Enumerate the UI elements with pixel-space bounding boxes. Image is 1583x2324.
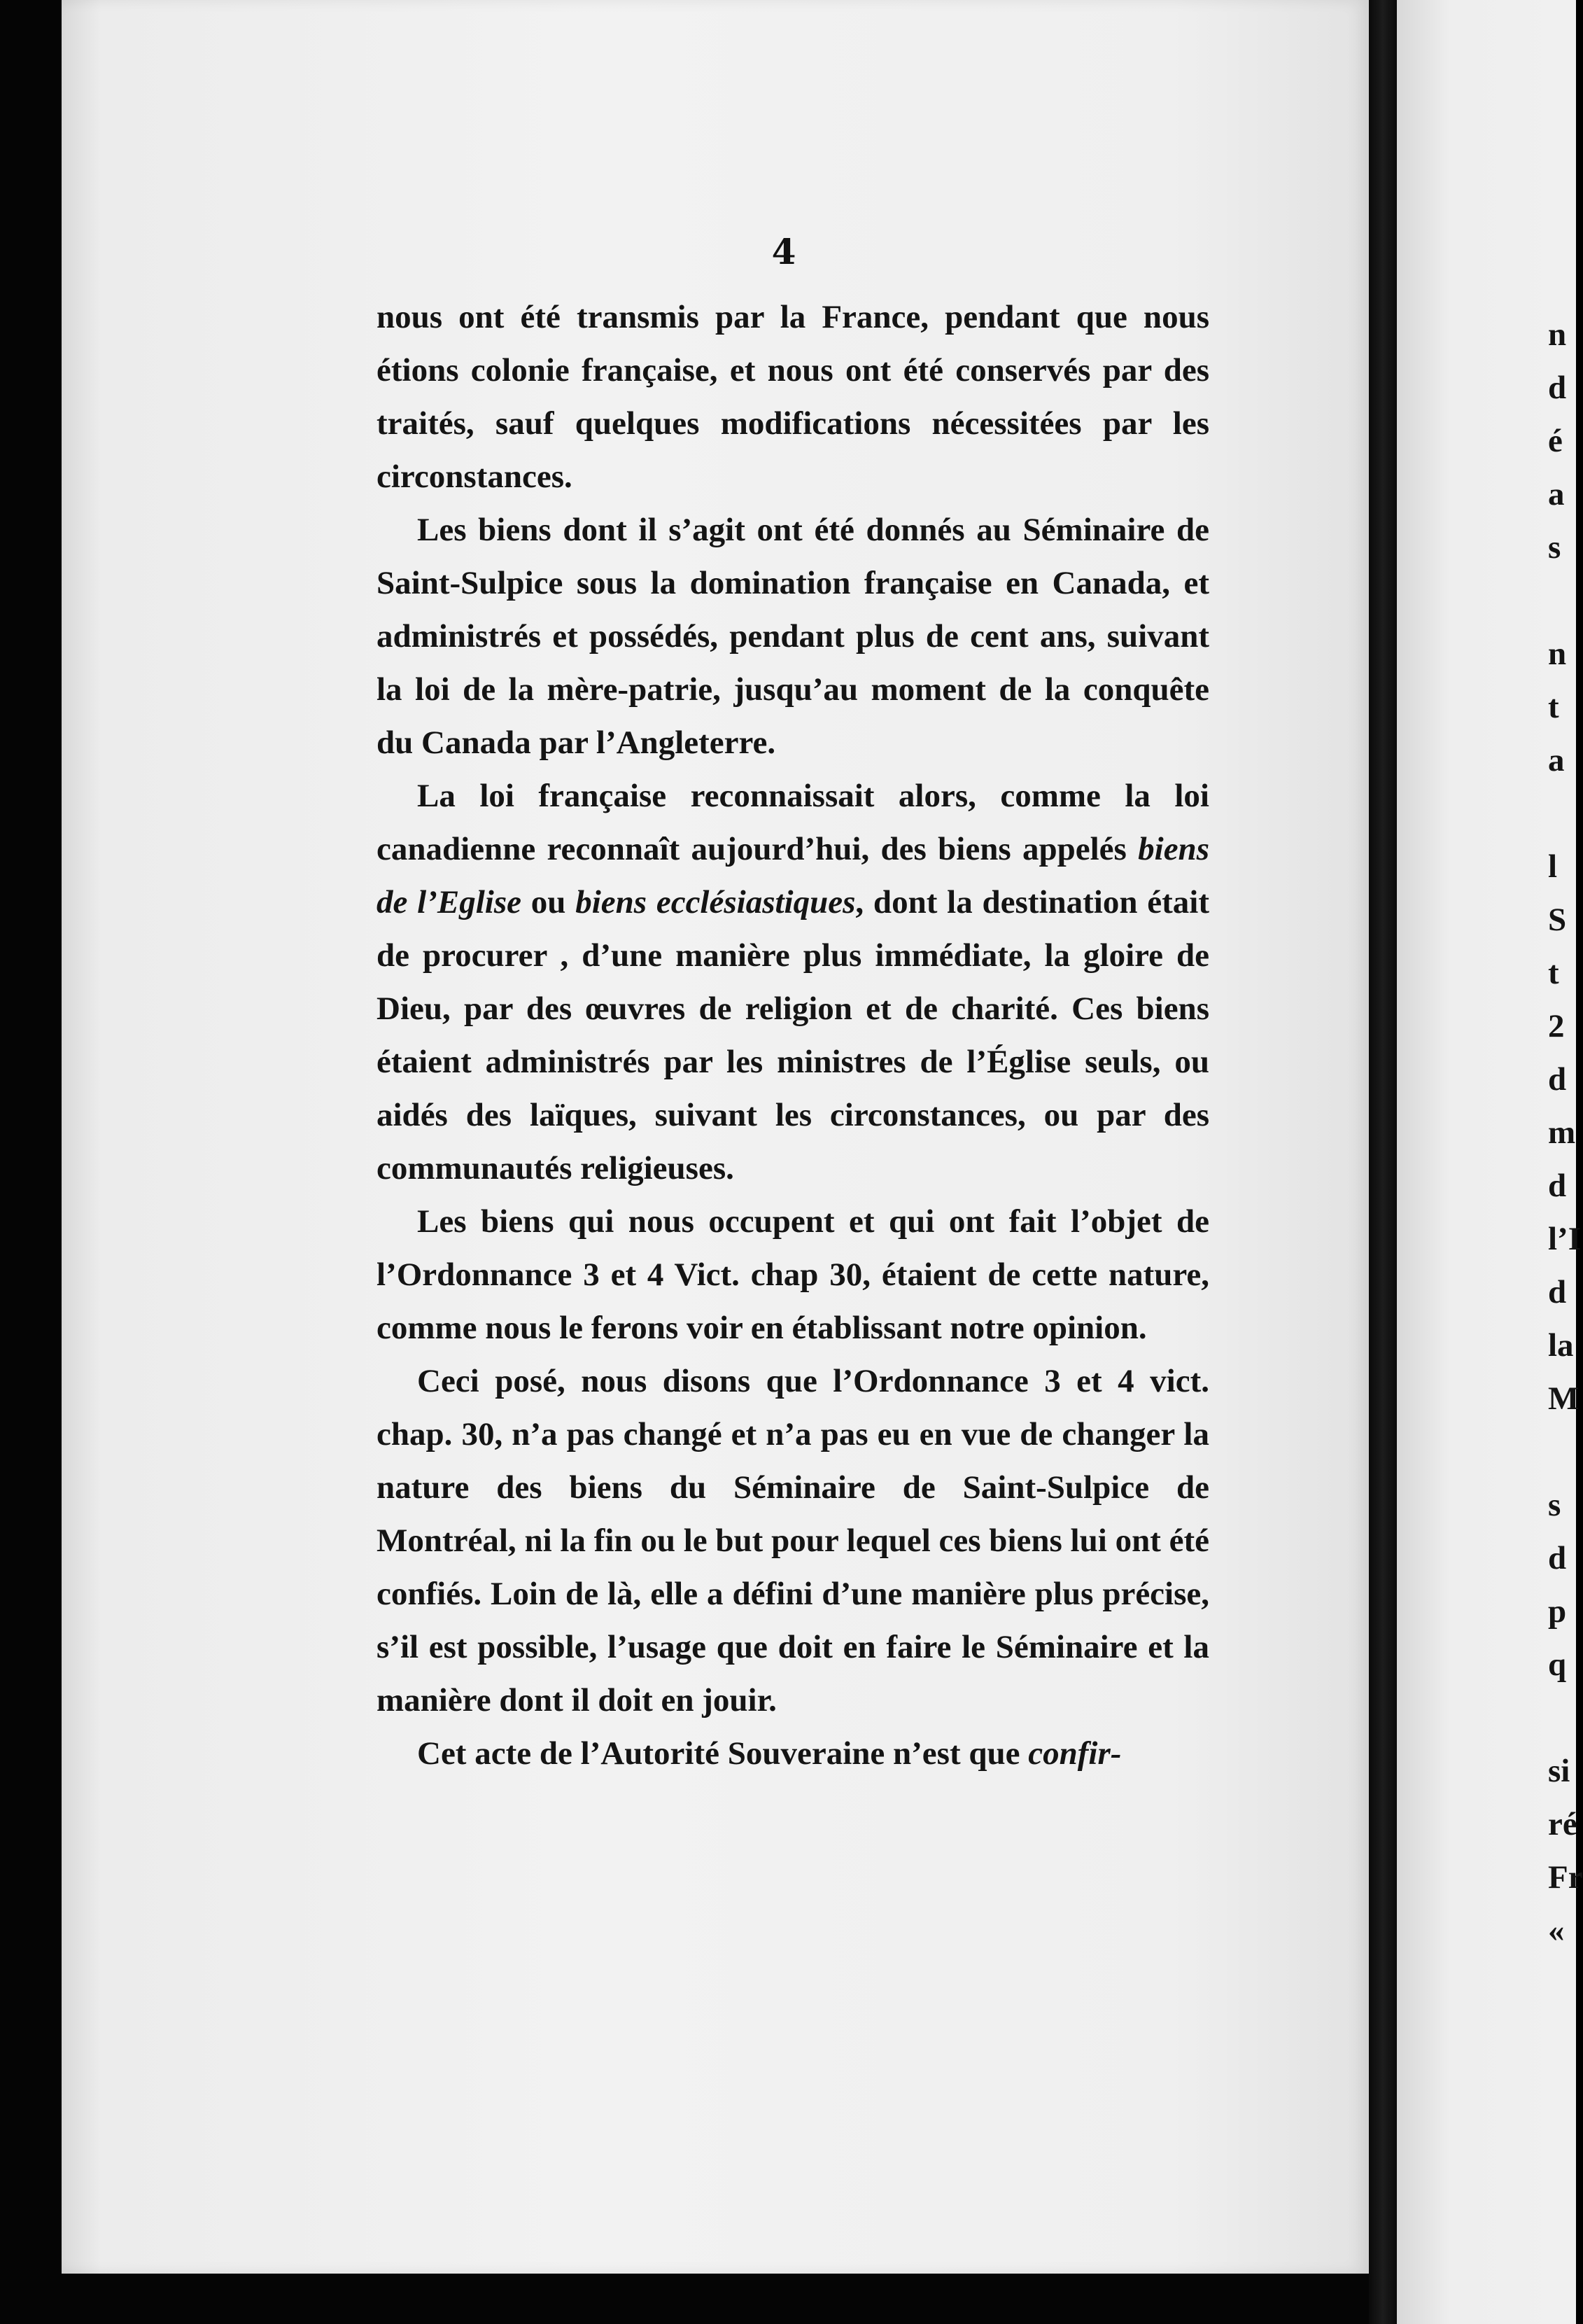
facing-page-text-fragments xyxy=(1548,308,1583,1957)
italic-text: biens de l’Eglise xyxy=(377,831,1209,920)
facing-line-fragment: si xyxy=(1548,1753,1570,1789)
paragraph xyxy=(377,1195,1209,1354)
facing-line-fragment: n xyxy=(1548,636,1567,672)
text-segment: nous ont été transmis par la France, pendant que nous étions colonie française, et nous ont été conservés par des traités, sauf quelques modifications nécessitées par les circonstances. xyxy=(377,299,1209,495)
facing-line-fragment: « xyxy=(1548,1912,1565,1949)
italic-text: confir- xyxy=(1028,1735,1122,1772)
text-segment: Les biens dont il s’agit ont été donnés au Séminaire de Saint-Sulpice sous la domination française en Canada, et administrés et possédés, pendant plus de cent ans, suivant la loi de la mère-patrie, jusqu’au moment de la conquête du Canada par l’Angleterre. xyxy=(377,512,1209,761)
facing-line-fragment xyxy=(1548,787,1579,840)
facing-line-fragment: la xyxy=(1548,1327,1574,1364)
paragraph xyxy=(377,503,1209,769)
italic-text: biens ecclésiastiques xyxy=(575,884,856,920)
page-number: 4 xyxy=(771,231,796,272)
facing-line-fragment: s xyxy=(1548,529,1561,566)
facing-line-fragment: q xyxy=(1548,1646,1567,1683)
facing-line-fragment: Fr xyxy=(1548,1859,1583,1896)
text-segment: , dont la destination était de procurer , d’une manière plus immédiate, la gloire de Dieu, par des œuvres de religion et de charité. Ces biens étaient administrés par les ministres de l’Église seuls, ou aidés des laïques, suivant les circonstances, ou par des communautés religieuses. xyxy=(377,884,1209,1186)
facing-line-fragment: a xyxy=(1548,476,1565,512)
text-segment: Cet acte de l’Autorité Souveraine n’est que xyxy=(417,1735,1029,1772)
facing-line-fragment xyxy=(1548,574,1579,627)
facing-line-fragment: l’I xyxy=(1548,1221,1581,1257)
facing-line-fragment: a xyxy=(1548,742,1565,778)
paragraph xyxy=(377,1354,1209,1727)
facing-line-fragment: s xyxy=(1548,1487,1561,1523)
facing-line-fragment: l xyxy=(1548,848,1558,885)
text-segment: La loi française reconnaissait alors, comme la loi canadienne reconnaît aujourd’hui, des biens appelés xyxy=(377,778,1209,867)
text-segment: Ceci posé, nous disons que l’Ordonnance 3 et 4 vict. chap. 30, n’a pas changé et n’a pas eu en vue de changer la nature des biens du Séminaire de Saint-Sulpice de Montréal, ni la fin ou le but pour lequel ces biens lui ont été confiés. Loin de là, elle a défini d’une manière plus précise, s’il est possible, l’usage que doit en faire le Séminaire et la manière dont il doit en jouir. xyxy=(377,1363,1209,1718)
facing-line-fragment: d xyxy=(1548,1540,1567,1576)
facing-line-fragment: 2 xyxy=(1548,1008,1565,1044)
paragraph xyxy=(377,769,1209,1195)
paragraph xyxy=(377,290,1209,503)
facing-line-fragment: d xyxy=(1548,1274,1567,1310)
facing-line-fragment: S xyxy=(1548,902,1567,938)
facing-line-fragment: d xyxy=(1548,1168,1567,1204)
facing-line-fragment: n xyxy=(1548,316,1567,353)
facing-line-fragment: d xyxy=(1548,370,1567,406)
paragraph xyxy=(377,1727,1209,1780)
facing-line-fragment xyxy=(1548,1691,1579,1744)
body-text xyxy=(377,290,1209,1780)
facing-line-fragment xyxy=(1548,1425,1579,1478)
facing-line-fragment: t xyxy=(1548,955,1559,991)
facing-line-fragment: ré xyxy=(1548,1806,1577,1842)
text-segment: Les biens qui nous occupent et qui ont fait l’objet de l’Ordonnance 3 et 4 Vict. chap 30, étaient de cette nature, comme nous le ferons voir en établissant notre opinion. xyxy=(377,1203,1209,1346)
facing-line-fragment: p xyxy=(1548,1593,1567,1630)
text-segment: ou xyxy=(521,884,576,920)
facing-line-fragment: d xyxy=(1548,1061,1567,1098)
facing-line-fragment: m xyxy=(1548,1114,1576,1151)
facing-line-fragment: t xyxy=(1548,689,1559,725)
facing-line-fragment: é xyxy=(1548,423,1563,459)
facing-line-fragment: M xyxy=(1548,1380,1580,1417)
book-gutter xyxy=(1369,0,1397,2324)
